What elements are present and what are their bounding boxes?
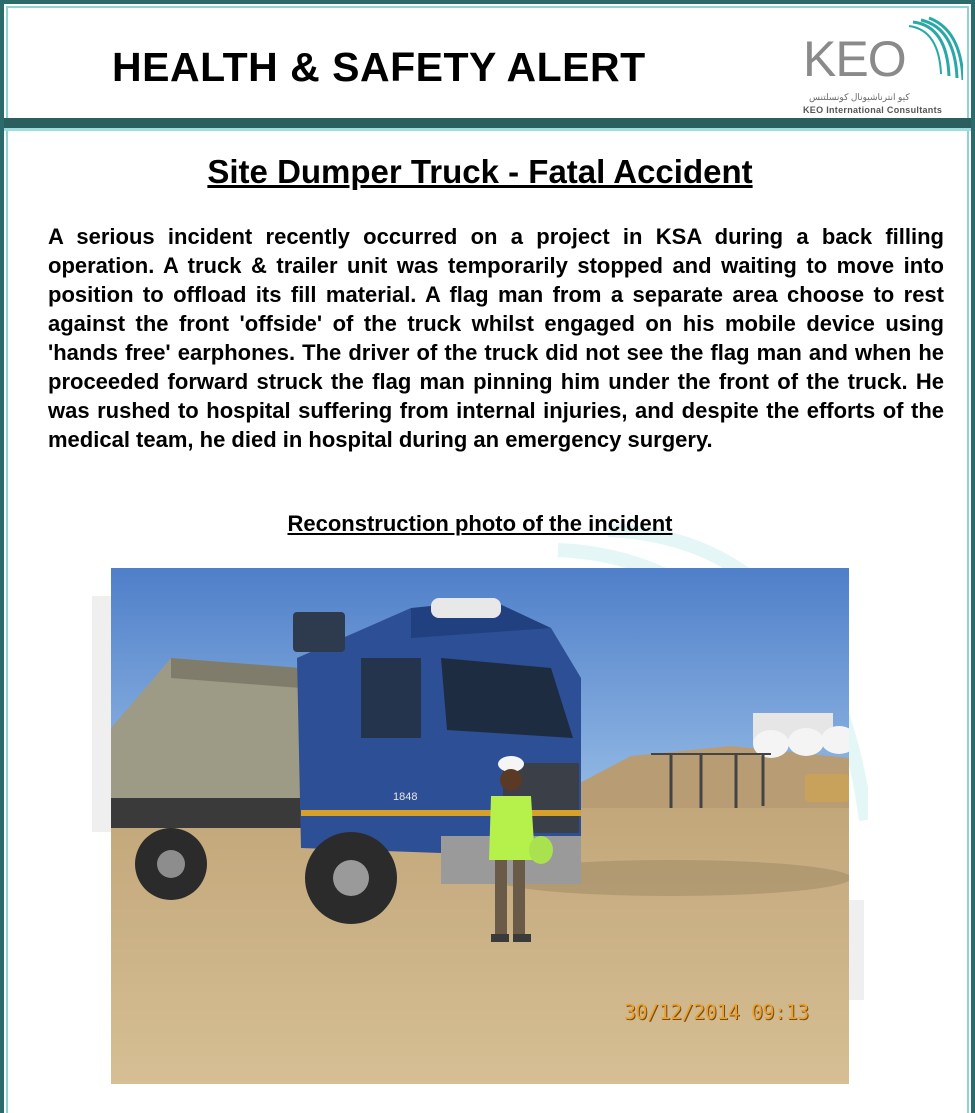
incident-title: Site Dumper Truck - Fatal Accident <box>207 153 753 190</box>
logo-subtitle: KEO International Consultants <box>803 105 943 115</box>
photo-caption: Reconstruction photo of the incident <box>287 511 673 536</box>
incident-description: A serious incident recently occurred on a project in KSA during a back filling operation. A truck & trailer unit was temporarily stopped and waiting to move into position to offload its fill material. A flag man from a separate area choose to rest against the front 'offside' of the truck whilst engaged on his mobile device using 'hands free' earphones. The driver of the truck did not see the flag man and when he proceeded forward struck the flag man pinning him under the front of the truck. He was rushed to hospital suffering from internal injuries, and despite the efforts of the medical team, he died in hospital during an emergency surgery. <box>48 224 944 452</box>
photo-timestamp: 30/12/2014 09:13 <box>624 1000 809 1024</box>
header-divider <box>4 118 971 128</box>
alert-title: HEALTH & SAFETY ALERT <box>112 44 646 90</box>
logo-brand: KEO <box>803 31 906 87</box>
header-divider-light <box>4 128 971 131</box>
alert-header <box>0 0 975 130</box>
logo-arabic-name: كيو انترناشيونال كونسلتنس <box>809 92 910 102</box>
truck-model-badge: 1848 <box>393 791 418 803</box>
logo-arcs-icon <box>907 16 963 98</box>
keo-logo-icon <box>795 16 963 116</box>
